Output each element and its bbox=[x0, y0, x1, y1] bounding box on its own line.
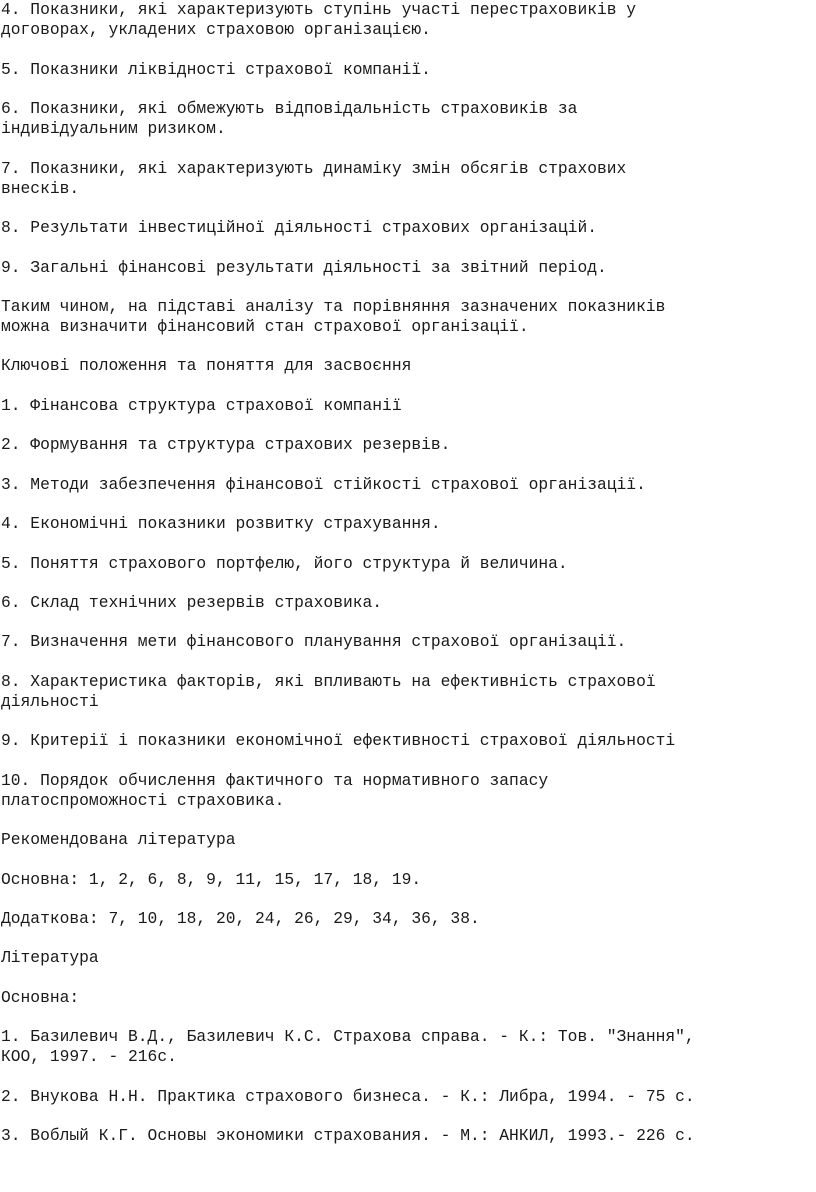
list-item: 10. Порядок обчислення фактичного та нормативного запасу платоспроможності страховика. bbox=[1, 771, 549, 810]
reference-item: 2. Внукова Н.Н. Практика страхового бизнеса. - К.: Либра, 1994. - 75 с. bbox=[1, 1087, 695, 1106]
document-paragraph: Таким чином, на підставі аналізу та порівняння зазначених показників можна визначити фінансовий стан страхової організації. bbox=[1, 297, 666, 336]
list-item: 9. Критерії і показники економічної ефективності страхової діяльності bbox=[1, 731, 676, 750]
document-paragraph: 6. Показники, які обмежують відповідальність страховиків за індивідуальним ризиком. bbox=[1, 99, 578, 138]
document-paragraph: Основна: 1, 2, 6, 8, 9, 11, 15, 17, 18, 19. bbox=[1, 870, 422, 889]
list-item: 8. Характеристика факторів, які впливають на ефективність страхової діяльності bbox=[1, 672, 656, 711]
list-item: 5. Поняття страхового портфелю, його структура й величина. bbox=[1, 554, 568, 573]
list-item: 1. Фінансова структура страхової компанії bbox=[1, 396, 402, 415]
list-item: 6. Склад технічних резервів страховика. bbox=[1, 593, 383, 612]
document-paragraph: 7. Показники, які характеризують динаміку змін обсягів страхових внесків. bbox=[1, 159, 627, 198]
document-paragraph: 4. Показники, які характеризують ступінь участі перестраховиків у договорах, укладених страховою організацією. bbox=[1, 0, 637, 39]
section-heading: Література bbox=[1, 948, 99, 967]
document-paragraph: Додаткова: 7, 10, 18, 20, 24, 26, 29, 34, 36, 38. bbox=[1, 909, 480, 928]
list-item: 7. Визначення мети фінансового планування страхової організації. bbox=[1, 632, 627, 651]
list-item: 2. Формування та структура страхових резервів. bbox=[1, 435, 451, 454]
section-heading: Рекомендована література bbox=[1, 830, 236, 849]
reference-item: 3. Воблый К.Г. Основы экономики страхования. - М.: АНКИЛ, 1993.- 226 с. bbox=[1, 1126, 695, 1145]
reference-item: 1. Базилевич В.Д., Базилевич К.С. Страхова справа. - К.: Тов. "Знання", КОО, 1997. - 216с. bbox=[1, 1027, 695, 1066]
document-paragraph: 5. Показники ліквідності страхової компанії. bbox=[1, 60, 431, 79]
section-heading: Основна: bbox=[1, 988, 80, 1007]
document-paragraph: 8. Результати інвестиційної діяльності страхових організацій. bbox=[1, 218, 597, 237]
document-paragraph: 9. Загальні фінансові результати діяльності за звітний період. bbox=[1, 258, 607, 277]
list-item: 4. Економічні показники розвитку страхування. bbox=[1, 514, 441, 533]
section-heading: Ключові положення та поняття для засвоєння bbox=[1, 356, 412, 375]
list-item: 3. Методи забезпечення фінансової стійкості страхової організації. bbox=[1, 475, 646, 494]
